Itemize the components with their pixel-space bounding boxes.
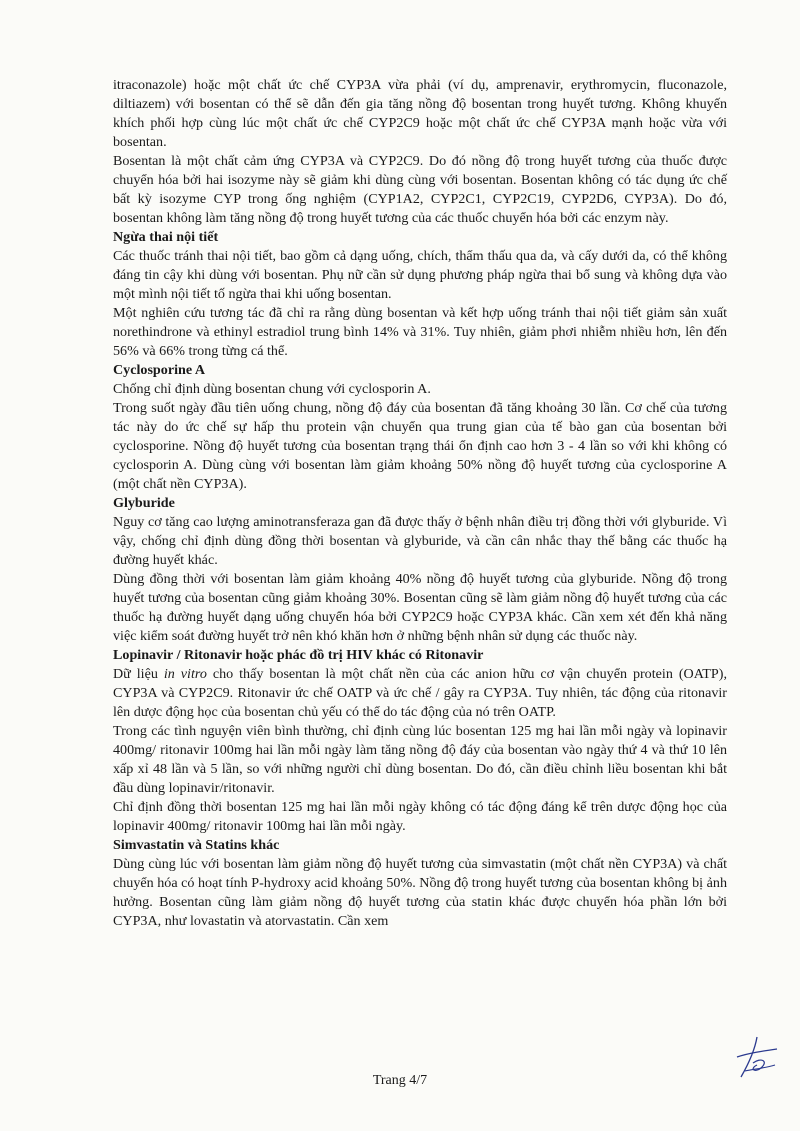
paragraph: Chống chỉ định dùng bosentan chung với cyclosporin A. (113, 381, 431, 397)
paragraph: Các thuốc tránh thai nội tiết, bao gồm cả dạng uống, chích, thẩm thấu qua da, và cấy dưới da, có thể không đáng tin cậy khi dùng với bosentan. Phụ nữ cần sử dụng phương pháp ngừa thai bổ sung và không dựa vào một mình nội tiết tố ngừa thai khi uống bosentan. (113, 248, 727, 302)
section-heading-cyclosporine: Cyclosporine A (113, 362, 206, 378)
paragraph: Bosentan là một chất cảm ứng CYP3A và CYP2C9. Do đó nồng độ trong huyết tương của thuốc được chuyển hóa bởi hai isozyme này sẽ giảm khi dùng cùng với bosentan. Bosentan không có tác dụng ức chế bất kỳ isozyme CYP trong ống nghiệm (CYP1A2, CYP2C1, CYP2C19, CYP2D6, CYP3A). Do đó, bosentan không làm tăng nồng độ trong huyết tương của các thuốc chuyển hóa bởi các enzym này. (113, 153, 727, 226)
paragraph: Nguy cơ tăng cao lượng aminotransferaza gan đã được thấy ở bệnh nhân điều trị đồng thời với glyburide. Vì vậy, chống chỉ định dùng đồng thời bosentan và glyburide, và cần cân nhắc thay thế bằng các thuốc hạ đường huyết khác. (113, 514, 727, 568)
document-body (113, 76, 727, 931)
section-heading-contraception: Ngừa thai nội tiết (113, 229, 219, 245)
paragraph: itraconazole) hoặc một chất ức chế CYP3A vừa phải (ví dụ, amprenavir, erythromycin, fluconazole, diltiazem) với bosentan có thể sẽ dẫn đến gia tăng nồng độ bosentan trong huyết tương. Không khuyến khích phối hợp cùng lúc một chất ức chế CYP2C9 hoặc một chất ức chế CYP3A mạnh hoặc vừa với bosentan. (113, 77, 727, 150)
paragraph: Dùng cùng lúc với bosentan làm giảm nồng độ huyết tương của simvastatin (một chất nền CYP3A) và chất chuyển hóa có hoạt tính P-hydroxy acid khoảng 50%. Nồng độ trong huyết tương của bosentan không bị ảnh hưởng. Bosentan cũng làm giảm nồng độ huyết tương của statin khác được chuyển hóa phần lớn bởi CYP3A, như lovastatin và atorvastatin. Cần xem (113, 856, 727, 929)
text-run: cho thấy bosentan là một chất nền của các anion hữu cơ vận chuyển protein (OATP), CYP3A và CYP2C9. Ritonavir ức chế OATP và ức chế / gây ra CYP3A. Tuy nhiên, tác động của ritonavir lên dược động học của bosentan chủ yếu có thể do tác động của nó trên OATP. (113, 666, 727, 720)
paragraph: Trong suốt ngày đầu tiên uống chung, nồng độ đáy của bosentan đã tăng khoảng 30 lần. Cơ chế của tương tác này do ức chế sự hấp thu protein vận chuyển qua trung gian của tế bào gan của bosentan bởi cyclosporine. Nồng độ huyết tương của bosentan trạng thái ổn định cao hơn 3 - 4 lần so với khi không có cyclosporin A. Dùng cùng với bosentan làm giảm khoảng 50% nồng độ huyết tương của cyclosporine A (một chất nền CYP3A). (113, 400, 727, 492)
paragraph: Dùng đồng thời với bosentan làm giảm khoảng 40% nồng độ huyết tương của glyburide. Nồng độ trong huyết tương của bosentan cũng giảm khoảng 30%. Bosentan cũng sẽ làm giảm nồng độ huyết tương của các thuốc hạ đường huyết dạng uống chuyển hóa bởi CYP2C9 hoặc CYP3A khác. Cần xem xét đến khả năng việc kiểm soát đường huyết trở nên khó khăn hơn ở những bệnh nhân sử dụng các thuốc này. (113, 571, 727, 644)
paragraph: Một nghiên cứu tương tác đã chỉ ra rằng dùng bosentan và kết hợp uống tránh thai nội tiết giảm sản xuất norethindrone và ethinyl estradiol trung bình 14% và 31%. Tuy nhiên, giảm phơi nhiễm nhiều hơn, lên đến 56% và 66% trong từng cá thể. (113, 305, 727, 359)
page-number: Trang 4/7 (372, 1073, 428, 1088)
italic-text: in vitro (163, 666, 207, 682)
text-run: Dữ liệu (113, 666, 164, 682)
section-heading-glyburide: Glyburide (113, 495, 175, 511)
paragraph: Trong các tình nguyện viên bình thường, chỉ định cùng lúc bosentan 125 mg hai lần mỗi ngày và lopinavir 400mg/ ritonavir 100mg hai lần mỗi ngày làm tăng nồng độ đáy của bosentan vào ngày thứ 4 và thứ 10 lên xấp xỉ 48 lần và 5 lần, so với những người chỉ dùng bosentan. Do đó, cần điều chỉnh liều bosentan khi bắt đầu dùng lopinavir/ritonavir. (113, 723, 727, 796)
paragraph (113, 665, 727, 722)
paragraph: Chỉ định đồng thời bosentan 125 mg hai lần mỗi ngày không có tác động đáng kể trên dược động học của lopinavir 400mg/ ritonavir 100mg hai lần mỗi ngày. (113, 799, 727, 834)
section-heading-simvastatin: Simvastatin và Statins khác (113, 837, 280, 853)
section-heading-lopinavir: Lopinavir / Ritonavir hoặc phác đồ trị HIV khác có Ritonavir (113, 647, 484, 663)
